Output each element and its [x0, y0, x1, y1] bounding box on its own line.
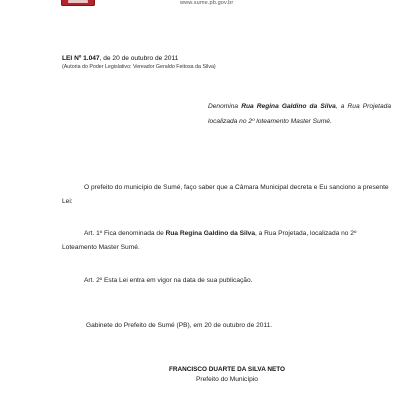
preamble-paragraph: [62, 181, 392, 208]
article-2: Art. 2º Esta Lei entra em vigor na data de sua publicação.: [84, 277, 253, 284]
ementa-after: , a Rua Projetada localizada no 2º loteamento Master Sumé.: [208, 103, 391, 125]
article-1: [62, 227, 392, 254]
preamble-text: O prefeito do município de Sumé, faço saber que a Câmara Municipal decreta e Eu sanciono a presente Lei:: [62, 184, 389, 205]
header-url: www.sume.pb.gov.br: [180, 0, 234, 6]
signatory-name: FRANCISCO DUARTE DA SILVA NETO: [169, 366, 285, 373]
article-1-after: , a Rua Projetada, localizada no 2º Loteamento Master Sumé.: [62, 230, 357, 251]
article-1-street: Rua Regina Galdino da Silva: [165, 230, 255, 237]
article-1-before: Art. 1º Fica denominada de: [84, 230, 166, 237]
law-date: , de 20 de outubro de 2011: [99, 55, 179, 62]
ementa-street: Rua Regina Galdino da Silva: [241, 103, 336, 110]
gabinete-date-line: Gabinete do Prefeito de Sumé (PB), em 20 de outubro de 2011.: [86, 322, 273, 329]
ementa: [208, 100, 391, 129]
law-number: LEI Nº 1.047: [62, 55, 100, 62]
signatory-role: Prefeito do Município: [196, 376, 258, 383]
ementa-before: Denomina: [208, 103, 242, 110]
municipal-logo: [61, 0, 95, 6]
law-title: [62, 55, 178, 62]
law-authorship: (Autoria do Poder Legislativo: Vereador Geraldo Feitosa da Silva): [62, 64, 216, 70]
